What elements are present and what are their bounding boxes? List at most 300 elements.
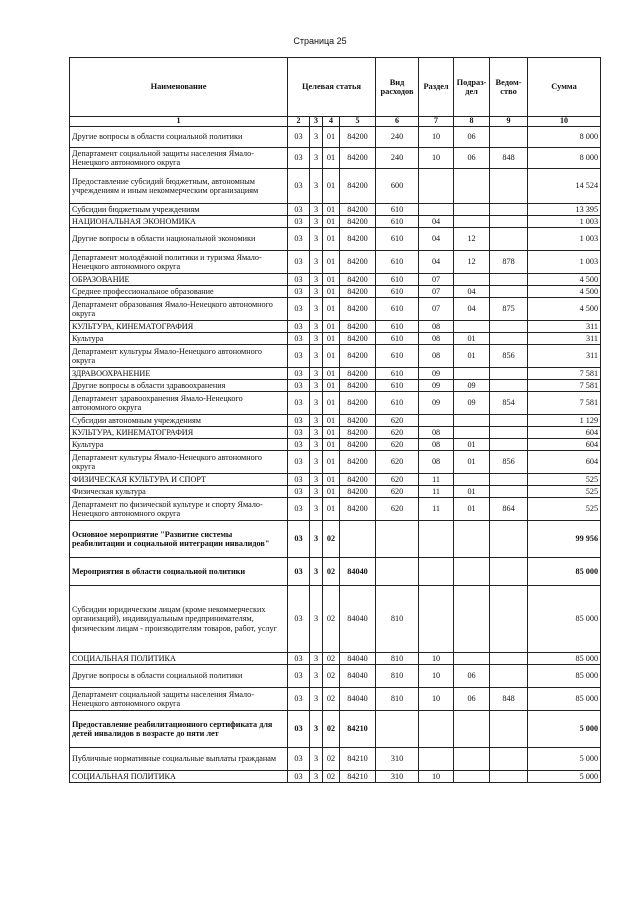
target-part-2-cell: 3 [310, 333, 323, 345]
table-row [70, 148, 601, 169]
expense-type-cell: 620 [376, 415, 419, 427]
amount-cell: 13 395 [528, 204, 601, 216]
target-part-2-cell: 3 [310, 380, 323, 392]
target-part-3-cell: 01 [323, 216, 340, 228]
target-code-cell: 84200 [340, 368, 376, 380]
target-code-cell: 84040 [340, 586, 376, 653]
amount-cell: 604 [528, 451, 601, 474]
target-part-1-cell: 03 [288, 486, 310, 498]
row-name-cell: Физическая культура [70, 486, 288, 498]
section-cell: 11 [419, 474, 454, 486]
target-code-cell: 84210 [340, 771, 376, 783]
department-code-cell [490, 748, 528, 771]
department-code-cell [490, 204, 528, 216]
target-part-2-cell: 3 [310, 392, 323, 415]
target-part-2-cell: 3 [310, 345, 323, 368]
target-part-1-cell: 03 [288, 427, 310, 439]
table-row [70, 380, 601, 392]
section-cell: 10 [419, 688, 454, 711]
target-code-cell: 84200 [340, 216, 376, 228]
department-code-cell [490, 368, 528, 380]
row-name-cell: КУЛЬТУРА, КИНЕМАТОГРАФИЯ [70, 427, 288, 439]
target-part-2-cell: 3 [310, 251, 323, 274]
expense-type-cell: 610 [376, 333, 419, 345]
table-row [70, 748, 601, 771]
expense-type-cell: 310 [376, 748, 419, 771]
department-code-cell [490, 653, 528, 665]
header-name: Наименование [70, 58, 288, 117]
target-part-3-cell: 01 [323, 451, 340, 474]
target-part-3-cell: 01 [323, 392, 340, 415]
col-number: 8 [454, 117, 490, 127]
target-part-3-cell: 02 [323, 558, 340, 586]
amount-cell: 604 [528, 439, 601, 451]
amount-cell: 525 [528, 474, 601, 486]
section-cell [419, 169, 454, 204]
expense-type-cell: 620 [376, 427, 419, 439]
target-part-1-cell: 03 [288, 392, 310, 415]
subsection-cell: 01 [454, 486, 490, 498]
budget-table [69, 57, 601, 783]
target-part-3-cell: 01 [323, 415, 340, 427]
expense-type-cell: 810 [376, 665, 419, 688]
subsection-cell [454, 427, 490, 439]
row-name-cell: Основное мероприятие "Развитие системы реабилитации и социальной интеграции инвалидов" [70, 521, 288, 558]
expense-type-cell: 810 [376, 586, 419, 653]
subsection-cell [454, 169, 490, 204]
expense-type-cell: 610 [376, 321, 419, 333]
target-part-1-cell: 03 [288, 216, 310, 228]
expense-type-cell: 620 [376, 474, 419, 486]
row-name-cell: Департамент социальной защиты населения Ямало-Ненецкого автономного округа [70, 688, 288, 711]
target-part-3-cell: 01 [323, 474, 340, 486]
expense-type-cell: 610 [376, 274, 419, 286]
target-part-1-cell: 03 [288, 204, 310, 216]
col-number: 7 [419, 117, 454, 127]
department-code-cell: 848 [490, 148, 528, 169]
table-row [70, 392, 601, 415]
table-row [70, 333, 601, 345]
department-code-cell [490, 216, 528, 228]
subsection-cell: 04 [454, 286, 490, 298]
subsection-cell [454, 368, 490, 380]
amount-cell: 4 500 [528, 286, 601, 298]
target-part-2-cell: 3 [310, 274, 323, 286]
amount-cell: 85 000 [528, 665, 601, 688]
col-number: 10 [528, 117, 601, 127]
row-name-cell: Публичные нормативные социальные выплаты гражданам [70, 748, 288, 771]
target-part-1-cell: 03 [288, 228, 310, 251]
subsection-cell: 01 [454, 498, 490, 521]
expense-type-cell: 610 [376, 392, 419, 415]
department-code-cell [490, 321, 528, 333]
target-part-1-cell: 03 [288, 688, 310, 711]
target-part-2-cell: 3 [310, 216, 323, 228]
department-code-cell: 854 [490, 392, 528, 415]
section-cell: 04 [419, 251, 454, 274]
target-code-cell: 84210 [340, 748, 376, 771]
target-part-2-cell: 3 [310, 451, 323, 474]
target-part-1-cell: 03 [288, 558, 310, 586]
table-row [70, 521, 601, 558]
row-name-cell: Департамент культуры Ямало-Ненецкого автономного округа [70, 345, 288, 368]
row-name-cell: Предоставление реабилитационного сертификата для детей инвалидов в возрасте до пяти лет [70, 711, 288, 748]
expense-type-cell: 620 [376, 439, 419, 451]
subsection-cell [454, 748, 490, 771]
department-code-cell [490, 380, 528, 392]
row-name-cell: Другие вопросы в области национальной экономики [70, 228, 288, 251]
target-code-cell: 84200 [340, 486, 376, 498]
expense-type-cell [376, 558, 419, 586]
table-row [70, 169, 601, 204]
department-code-cell [490, 415, 528, 427]
target-part-2-cell: 3 [310, 298, 323, 321]
target-part-2-cell: 3 [310, 711, 323, 748]
table-row [70, 127, 601, 148]
target-part-2-cell: 3 [310, 169, 323, 204]
table-row [70, 216, 601, 228]
expense-type-cell [376, 521, 419, 558]
target-part-2-cell: 3 [310, 748, 323, 771]
target-part-1-cell: 03 [288, 380, 310, 392]
target-part-3-cell: 02 [323, 586, 340, 653]
amount-cell: 7 581 [528, 380, 601, 392]
target-part-1-cell: 03 [288, 474, 310, 486]
department-code-cell [490, 274, 528, 286]
target-part-2-cell: 3 [310, 228, 323, 251]
target-code-cell: 84200 [340, 345, 376, 368]
subsection-cell: 06 [454, 688, 490, 711]
row-name-cell: ЗДРАВООХРАНЕНИЕ [70, 368, 288, 380]
amount-cell: 85 000 [528, 586, 601, 653]
table-row [70, 498, 601, 521]
target-code-cell: 84200 [340, 274, 376, 286]
amount-cell: 311 [528, 345, 601, 368]
department-code-cell: 875 [490, 298, 528, 321]
row-name-cell: ФИЗИЧЕСКАЯ КУЛЬТУРА И СПОРТ [70, 474, 288, 486]
table-row [70, 486, 601, 498]
target-part-1-cell: 03 [288, 127, 310, 148]
target-code-cell: 84200 [340, 392, 376, 415]
department-code-cell [490, 333, 528, 345]
expense-type-cell: 610 [376, 204, 419, 216]
row-name-cell: Департамент здравоохранения Ямало-Ненецкого автономного округа [70, 392, 288, 415]
row-name-cell: Департамент социальной защиты населения Ямало-Ненецкого автономного округа [70, 148, 288, 169]
target-part-2-cell: 3 [310, 427, 323, 439]
table-row [70, 451, 601, 474]
row-name-cell: КУЛЬТУРА, КИНЕМАТОГРАФИЯ [70, 321, 288, 333]
target-code-cell: 84040 [340, 653, 376, 665]
amount-cell: 311 [528, 333, 601, 345]
table-row [70, 415, 601, 427]
target-code-cell: 84200 [340, 298, 376, 321]
row-name-cell: Департамент по физической культуре и спорту Ямало-Ненецкого автономного округа [70, 498, 288, 521]
subsection-cell: 06 [454, 127, 490, 148]
table-row [70, 298, 601, 321]
target-part-2-cell: 3 [310, 439, 323, 451]
section-cell [419, 748, 454, 771]
section-cell: 08 [419, 439, 454, 451]
amount-cell: 85 000 [528, 558, 601, 586]
subsection-cell [454, 216, 490, 228]
target-part-2-cell: 3 [310, 474, 323, 486]
target-code-cell: 84200 [340, 204, 376, 216]
department-code-cell [490, 521, 528, 558]
table-row [70, 688, 601, 711]
target-part-3-cell: 01 [323, 228, 340, 251]
section-cell [419, 521, 454, 558]
header-row [70, 58, 601, 117]
target-part-3-cell: 01 [323, 286, 340, 298]
target-part-3-cell: 01 [323, 368, 340, 380]
column-number-row [70, 117, 601, 127]
target-part-2-cell: 3 [310, 127, 323, 148]
subsection-cell [454, 771, 490, 783]
target-part-2-cell: 3 [310, 321, 323, 333]
section-cell [419, 415, 454, 427]
department-code-cell [490, 586, 528, 653]
subsection-cell [454, 415, 490, 427]
subsection-cell: 12 [454, 228, 490, 251]
section-cell: 07 [419, 274, 454, 286]
row-name-cell: Другие вопросы в области социальной политики [70, 127, 288, 148]
amount-cell: 7 581 [528, 368, 601, 380]
target-code-cell: 84200 [340, 451, 376, 474]
subsection-cell [454, 474, 490, 486]
target-part-1-cell: 03 [288, 298, 310, 321]
col-number: 5 [340, 117, 376, 127]
section-cell: 08 [419, 451, 454, 474]
table-row [70, 345, 601, 368]
department-code-cell [490, 558, 528, 586]
section-cell [419, 558, 454, 586]
expense-type-cell: 610 [376, 368, 419, 380]
section-cell: 10 [419, 771, 454, 783]
target-part-1-cell: 03 [288, 148, 310, 169]
department-code-cell: 856 [490, 345, 528, 368]
section-cell: 09 [419, 380, 454, 392]
expense-type-cell: 620 [376, 451, 419, 474]
target-code-cell: 84040 [340, 665, 376, 688]
amount-cell: 4 500 [528, 298, 601, 321]
row-name-cell: СОЦИАЛЬНАЯ ПОЛИТИКА [70, 653, 288, 665]
table-row [70, 368, 601, 380]
department-code-cell [490, 127, 528, 148]
row-name-cell: Другие вопросы в области социальной политики [70, 665, 288, 688]
target-part-1-cell: 03 [288, 274, 310, 286]
target-part-1-cell: 03 [288, 286, 310, 298]
expense-type-cell: 610 [376, 345, 419, 368]
subsection-cell: 06 [454, 665, 490, 688]
target-code-cell: 84200 [340, 286, 376, 298]
subsection-cell: 04 [454, 298, 490, 321]
target-part-2-cell: 3 [310, 148, 323, 169]
section-cell: 10 [419, 653, 454, 665]
table-row [70, 274, 601, 286]
amount-cell: 4 500 [528, 274, 601, 286]
target-part-1-cell: 03 [288, 368, 310, 380]
row-name-cell: ОБРАЗОВАНИЕ [70, 274, 288, 286]
target-part-3-cell: 01 [323, 148, 340, 169]
amount-cell: 5 000 [528, 711, 601, 748]
target-code-cell: 84200 [340, 333, 376, 345]
target-part-3-cell: 02 [323, 771, 340, 783]
subsection-cell [454, 558, 490, 586]
target-part-2-cell: 3 [310, 653, 323, 665]
table-row [70, 286, 601, 298]
target-part-3-cell: 01 [323, 427, 340, 439]
target-part-1-cell: 03 [288, 498, 310, 521]
section-cell: 07 [419, 298, 454, 321]
expense-type-cell: 610 [376, 228, 419, 251]
section-cell [419, 204, 454, 216]
row-name-cell: Субсидии автономным учреждениям [70, 415, 288, 427]
target-part-1-cell: 03 [288, 169, 310, 204]
header-sum: Сумма [528, 58, 601, 117]
table-row [70, 474, 601, 486]
section-cell: 08 [419, 321, 454, 333]
subsection-cell [454, 586, 490, 653]
target-part-3-cell: 02 [323, 521, 340, 558]
section-cell: 10 [419, 127, 454, 148]
amount-cell: 1 003 [528, 216, 601, 228]
subsection-cell: 01 [454, 439, 490, 451]
col-number: 3 [310, 117, 323, 127]
expense-type-cell: 620 [376, 498, 419, 521]
target-part-3-cell: 01 [323, 251, 340, 274]
row-name-cell: Мероприятия в области социальной политики [70, 558, 288, 586]
subsection-cell: 01 [454, 451, 490, 474]
amount-cell: 1 129 [528, 415, 601, 427]
target-code-cell: 84200 [340, 148, 376, 169]
row-name-cell: Предоставление субсидий бюджетным, автономным учреждениям и иным некоммерческим организациям [70, 169, 288, 204]
table-row [70, 586, 601, 653]
col-number: 1 [70, 117, 288, 127]
subsection-cell: 06 [454, 148, 490, 169]
subsection-cell [454, 274, 490, 286]
section-cell: 09 [419, 392, 454, 415]
section-cell [419, 586, 454, 653]
subsection-cell: 09 [454, 392, 490, 415]
target-code-cell: 84200 [340, 127, 376, 148]
target-part-2-cell: 3 [310, 498, 323, 521]
target-part-1-cell: 03 [288, 439, 310, 451]
amount-cell: 99 956 [528, 521, 601, 558]
target-part-2-cell: 3 [310, 558, 323, 586]
table-row [70, 558, 601, 586]
table-row [70, 711, 601, 748]
target-part-3-cell: 01 [323, 380, 340, 392]
amount-cell: 14 524 [528, 169, 601, 204]
expense-type-cell: 240 [376, 127, 419, 148]
department-code-cell [490, 286, 528, 298]
target-part-2-cell: 3 [310, 368, 323, 380]
section-cell: 11 [419, 486, 454, 498]
subsection-cell: 01 [454, 333, 490, 345]
expense-type-cell: 610 [376, 251, 419, 274]
row-name-cell: НАЦИОНАЛЬНАЯ ЭКОНОМИКА [70, 216, 288, 228]
department-code-cell [490, 771, 528, 783]
target-part-1-cell: 03 [288, 451, 310, 474]
expense-type-cell: 310 [376, 771, 419, 783]
row-name-cell: Департамент молодёжной политики и туризма Ямало-Ненецкого автономного округа [70, 251, 288, 274]
target-part-3-cell: 01 [323, 333, 340, 345]
target-part-1-cell: 03 [288, 333, 310, 345]
department-code-cell [490, 169, 528, 204]
expense-type-cell: 610 [376, 380, 419, 392]
header-vedomstvo: Ведом-ство [490, 58, 528, 117]
target-part-2-cell: 3 [310, 204, 323, 216]
department-code-cell [490, 228, 528, 251]
table-row [70, 204, 601, 216]
subsection-cell: 12 [454, 251, 490, 274]
target-code-cell: 84040 [340, 558, 376, 586]
target-code-cell: 84200 [340, 169, 376, 204]
table-body [70, 127, 601, 783]
header-razdel: Раздел [419, 58, 454, 117]
table-row [70, 427, 601, 439]
target-part-1-cell: 03 [288, 586, 310, 653]
col-number: 4 [323, 117, 340, 127]
target-part-1-cell: 03 [288, 321, 310, 333]
amount-cell: 5 000 [528, 748, 601, 771]
target-code-cell: 84200 [340, 415, 376, 427]
target-part-1-cell: 03 [288, 771, 310, 783]
table-row [70, 251, 601, 274]
target-code-cell: 84200 [340, 439, 376, 451]
row-name-cell: Культура [70, 333, 288, 345]
target-code-cell: 84040 [340, 688, 376, 711]
target-code-cell: 84200 [340, 228, 376, 251]
table-row [70, 228, 601, 251]
expense-type-cell: 240 [376, 148, 419, 169]
target-part-1-cell: 03 [288, 748, 310, 771]
target-part-1-cell: 03 [288, 345, 310, 368]
table-row [70, 665, 601, 688]
target-part-3-cell: 01 [323, 127, 340, 148]
amount-cell: 1 003 [528, 228, 601, 251]
section-cell: 11 [419, 498, 454, 521]
amount-cell: 525 [528, 486, 601, 498]
target-part-3-cell: 02 [323, 748, 340, 771]
target-part-1-cell: 03 [288, 711, 310, 748]
section-cell: 09 [419, 368, 454, 380]
target-part-2-cell: 3 [310, 486, 323, 498]
col-number: 2 [288, 117, 310, 127]
department-code-cell [490, 486, 528, 498]
department-code-cell [490, 439, 528, 451]
row-name-cell: СОЦИАЛЬНАЯ ПОЛИТИКА [70, 771, 288, 783]
amount-cell: 85 000 [528, 688, 601, 711]
target-part-1-cell: 03 [288, 653, 310, 665]
row-name-cell: Среднее профессиональное образование [70, 286, 288, 298]
target-part-3-cell: 01 [323, 345, 340, 368]
target-part-2-cell: 3 [310, 665, 323, 688]
expense-type-cell: 600 [376, 169, 419, 204]
target-part-3-cell: 02 [323, 665, 340, 688]
amount-cell: 8 000 [528, 148, 601, 169]
col-number: 9 [490, 117, 528, 127]
section-cell: 10 [419, 148, 454, 169]
department-code-cell [490, 427, 528, 439]
department-code-cell: 864 [490, 498, 528, 521]
row-name-cell: Департамент образования Ямало-Ненецкого автономного округа [70, 298, 288, 321]
subsection-cell: 09 [454, 380, 490, 392]
target-code-cell: 84200 [340, 321, 376, 333]
target-part-2-cell: 3 [310, 586, 323, 653]
section-cell: 04 [419, 228, 454, 251]
target-part-2-cell: 3 [310, 415, 323, 427]
